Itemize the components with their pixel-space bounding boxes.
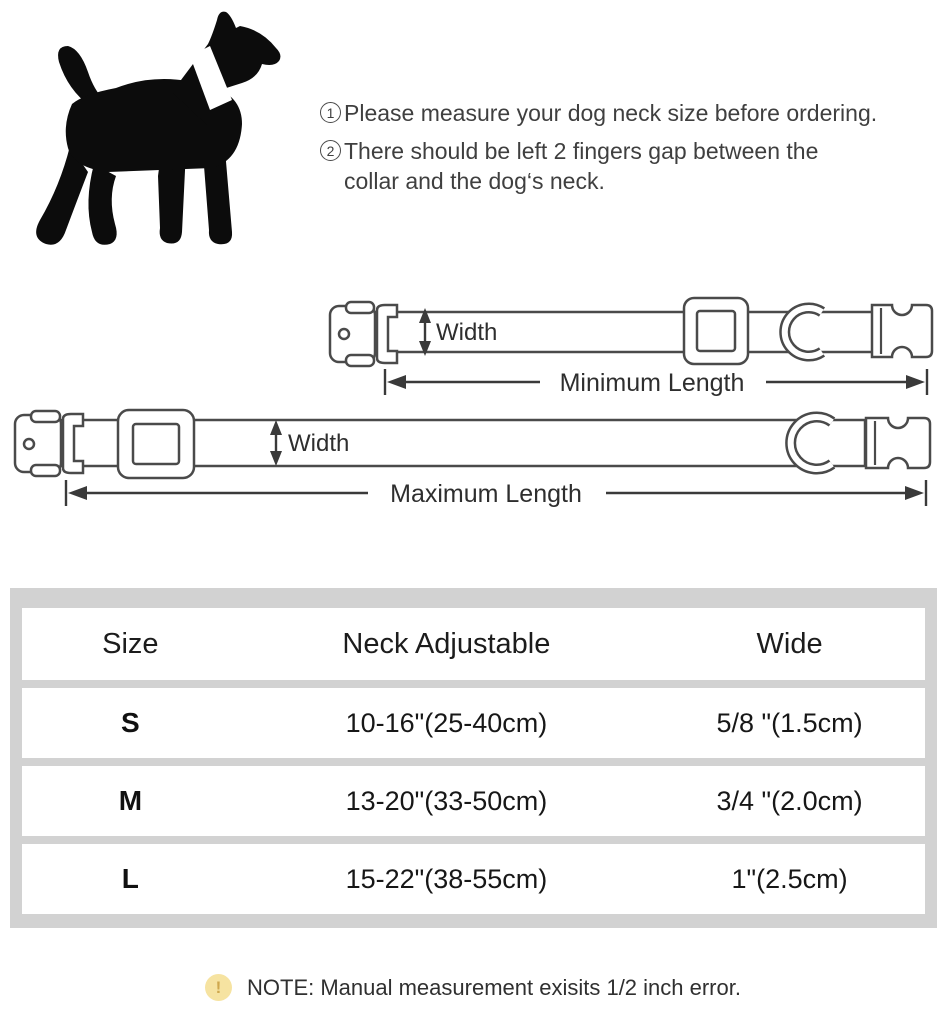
size-cell: S (121, 707, 140, 738)
dog-hind-leg-near (88, 164, 116, 245)
instruction-text: Please measure your dog neck size before ordering. (344, 100, 878, 126)
wide-cell: 5/8 "(1.5cm) (716, 707, 863, 738)
neck-cell: 15-22"(38-55cm) (345, 863, 548, 894)
minimum-length-dimension (385, 369, 927, 397)
width-label: Width (436, 319, 498, 346)
buckle-female-icon (330, 302, 397, 366)
note (205, 974, 741, 1001)
minimum-length-label: Minimum Length (559, 369, 745, 397)
column-header-size: Size (102, 627, 159, 660)
collar-maximum-length-diagram (8, 406, 940, 514)
size-table (10, 588, 937, 928)
table-header-row (22, 608, 925, 680)
neck-cell: 13-20"(33-50cm) (345, 785, 548, 816)
wide-cell: 3/4 "(2.0cm) (716, 785, 863, 816)
maximum-length-dimension (66, 480, 926, 508)
maximum-length-label: Maximum Length (390, 480, 582, 508)
buckle-female-icon (15, 411, 83, 476)
wide-cell: 1"(2.5cm) (731, 863, 848, 894)
dog-silhouette-icon (12, 6, 292, 266)
size-cell: L (121, 863, 139, 894)
buckle-male-icon (866, 418, 930, 468)
circled-number-1-icon: 1 (320, 102, 341, 123)
instruction-item-1 (320, 98, 947, 128)
buckle-male-icon (872, 305, 932, 357)
instruction-text: There should be left 2 fingers gap between the collar and the dog‘s neck. (344, 138, 819, 194)
instruction-item-2 (320, 136, 947, 196)
size-cell: M (118, 785, 143, 816)
column-header-wide: Wide (756, 627, 823, 660)
width-label: Width (288, 430, 350, 457)
column-header-neck: Neck Adjustable (342, 627, 551, 660)
slider-icon (684, 298, 748, 364)
instructions (320, 98, 947, 204)
note-text: NOTE: Manual measurement exisits 1/2 inch error. (247, 974, 741, 1000)
circled-number-2-icon: 2 (320, 140, 341, 161)
table-row (22, 766, 925, 836)
warning-icon: ! (205, 974, 232, 1001)
collar-minimum-length-diagram (322, 294, 940, 406)
table-row (22, 844, 925, 914)
neck-cell: 10-16"(25-40cm) (345, 707, 548, 738)
slider-icon (118, 410, 194, 478)
table-row (22, 688, 925, 758)
